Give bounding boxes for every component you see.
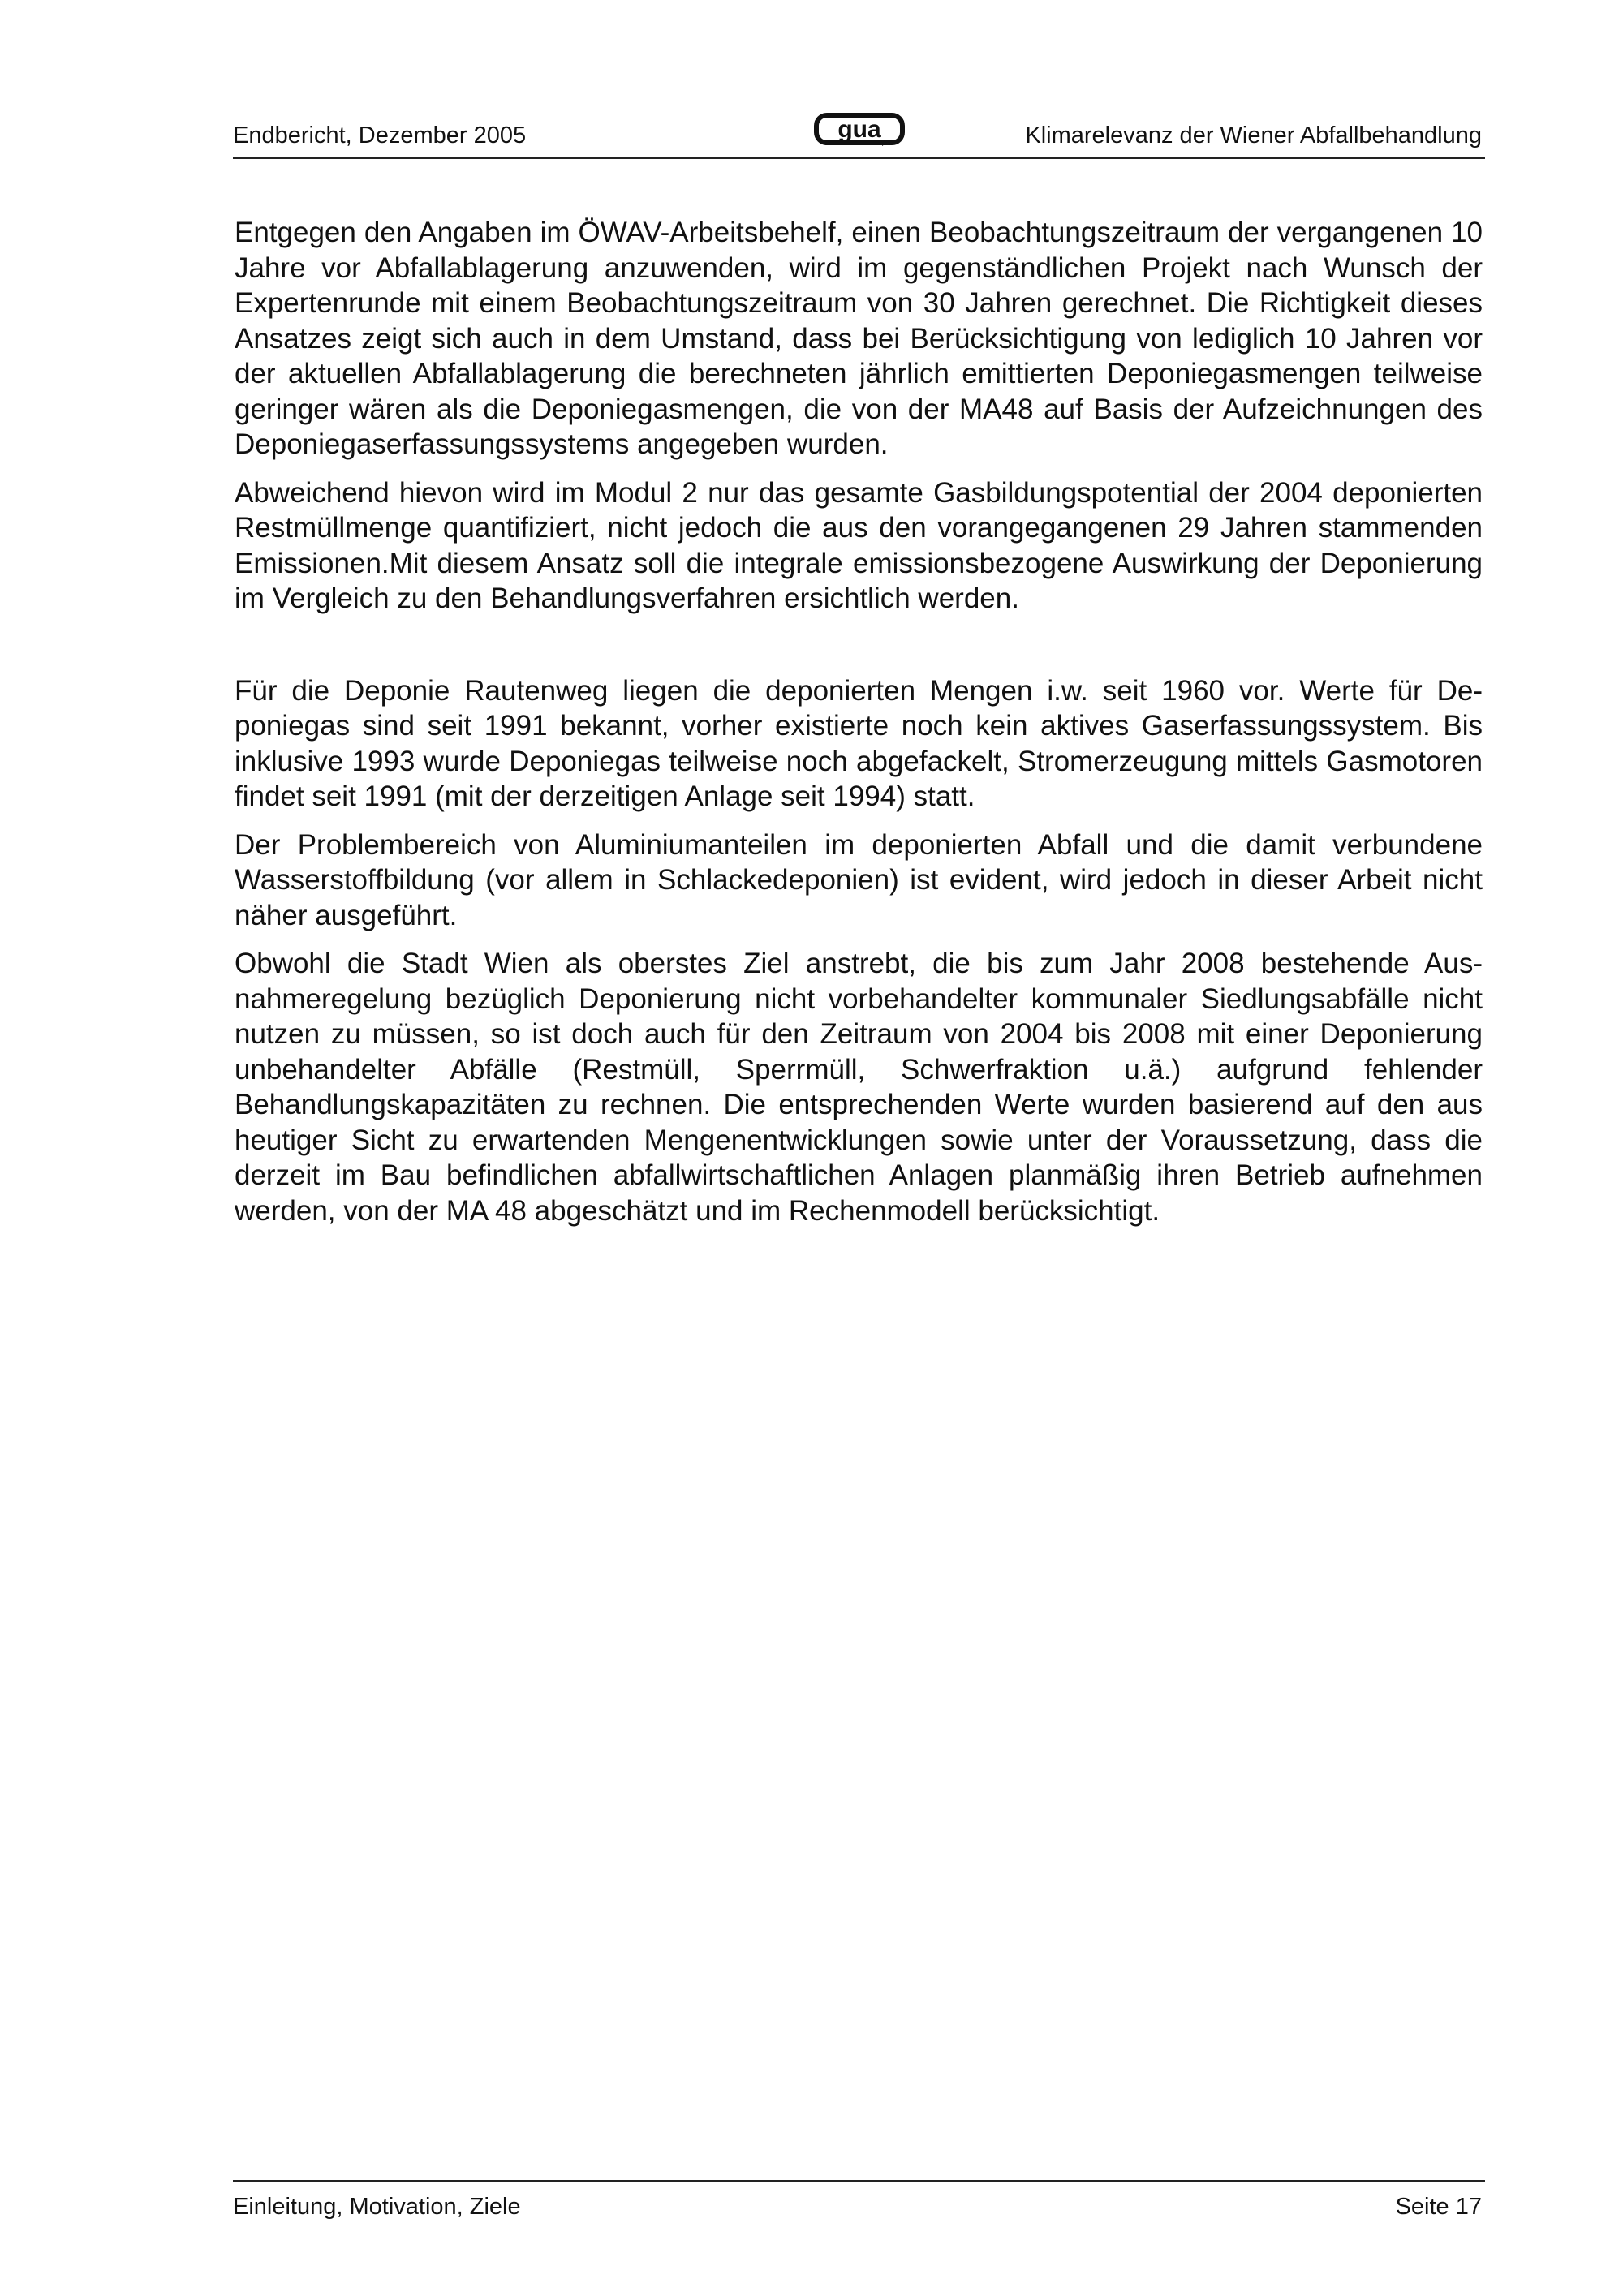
paragraph-module-2: Abweichend hievon wird im Modul 2 nur das gesamte Gasbildungspotential der 2004 deponierten Restmüllmenge quantifiziert, nicht jedoch die aus den vorangegangenen 29 Jahren stammenden Emissionen.Mit diesem Ansatz soll die integrale emissionsbezogene Auswirkung der Deponierung im Vergleich zu den Behandlungsverfahren ersichtlich werden. bbox=[235, 476, 1483, 614]
paragraph-observation-period: Entgegen den Angaben im ÖWAV-Arbeitsbehelf, einen Beobachtungszeitraum der vergangenen 10 Jahre vor Abfallablagerung anzuwenden, wird im gegenständlichen Projekt nach Wunsch der Expertenrunde mit einem Beobachtungszeitraum von 30 Jahren gerechnet. Die Richtigkeit dieses Ansatzes zeigt sich auch in dem Umstand, dass bei Berücksichtigung von lediglich 10 Jahren vor der aktuellen Abfallablagerung die berechneten jährlich emittierten Deponiegasmengen teilweise geringer wären als die Deponiegasmengen, die von der MA48 auf Basis der Aufzeichnungen des Deponiegaserfassungssystems angegeben wurden. bbox=[235, 217, 1483, 460]
header-report-date: Endbericht, Dezember 2005 bbox=[233, 123, 527, 148]
paragraph-stadt-wien: Obwohl die Stadt Wien als oberstes Ziel anstrebt, die bis zum Jahr 2008 bestehende Ausnahmeregelung bezüglich Deponierung nicht vorbehandelter kommunaler Siedlungsabfälle nicht nutzen zu müssen, so ist doch auch für den Zeitraum von 2004 bis 2008 mit einer Deponierung unbehandelter Abfälle (Restmüll, Sperrmüll, Schwerfraktion u.ä.) aufgrund fehlender Behandlungskapazitäten zu rechnen. Die entsprechenden Werte wurden basierend auf den aus heutiger Sicht zu erwartenden Mengenentwicklungen sowie unter der Voraussetzung, dass die derzeit im Bau befindlichen abfallwirtschaftlichen Anlagen planmäßig ihren Betrieb aufnehmen werden, von der MA 48 abgeschätzt und im Rechenmodell berücksichtigt. bbox=[235, 948, 1483, 1227]
footer-chapter-title: Einleitung, Motivation, Ziele bbox=[233, 2194, 521, 2220]
header-report-title: Klimarelevanz der Wiener Abfallbehandlung bbox=[1025, 123, 1482, 148]
paragraph-deponie-rautenweg: Für die Deponie Rautenweg liegen die deponierten Mengen i.w. seit 1960 vor. Werte für Deponiegas sind seit 1991 bekannt, vorher existierte noch kein aktives Gaserfassungssystem. Bis inklusive 1993 wurde Deponiegas teilweise noch abgefackelt, Stromerzeugung mittels Gasmotoren findet seit 1991 (mit der derzeitigen Anlage seit 1994) statt. bbox=[235, 674, 1483, 812]
page-footer bbox=[233, 2180, 1485, 2224]
paragraph-aluminium: Der Problembereich von Aluminiumanteilen im deponierten Abfall und die damit verbundene Wasserstoffbildung (vor allem in Schlackedeponien) ist evident, wird jedoch in dieser Arbeit nicht näher ausgeführt. bbox=[235, 828, 1483, 931]
page-header bbox=[233, 112, 1485, 159]
gua-logo-icon bbox=[814, 112, 905, 148]
page-number: Seite 17 bbox=[1395, 2194, 1482, 2220]
document-body bbox=[235, 215, 1483, 1241]
svg-text:gua: gua bbox=[837, 116, 881, 143]
